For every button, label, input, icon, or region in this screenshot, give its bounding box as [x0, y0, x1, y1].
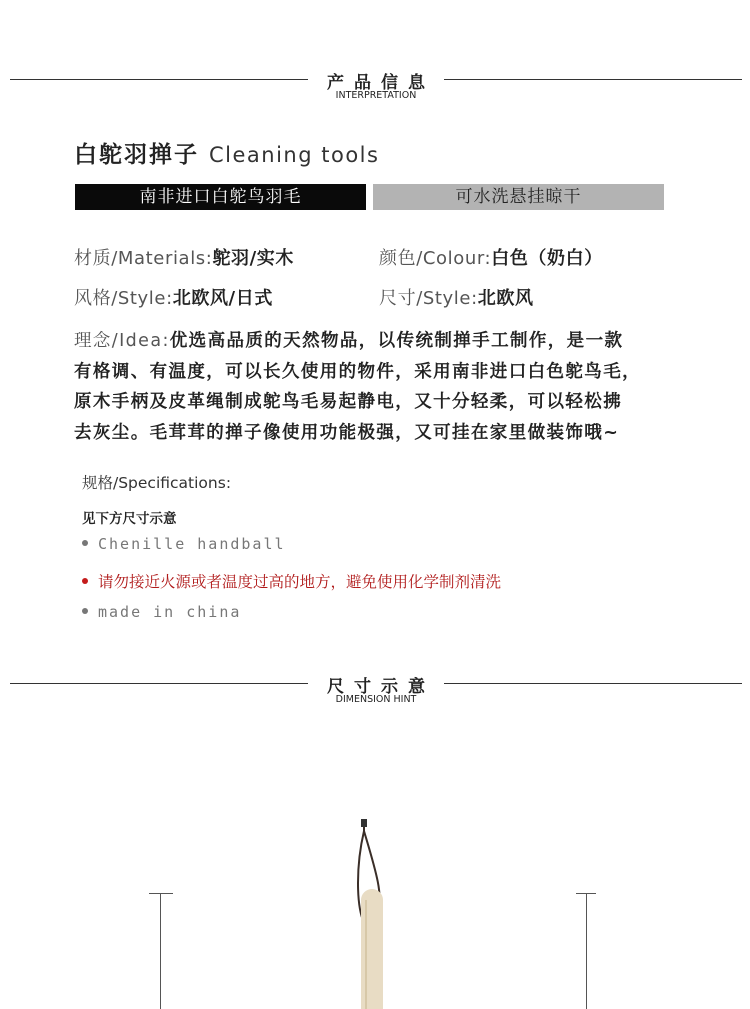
- header-divider-right: [444, 683, 742, 684]
- bullet-dot-icon: [82, 578, 88, 584]
- attr-value: 白色（奶白）: [491, 248, 603, 269]
- spec-bullet-item: [82, 603, 241, 621]
- section-header-product-info: [0, 70, 750, 110]
- idea-label: 理念/Idea:: [74, 331, 170, 351]
- idea-line: [74, 326, 694, 357]
- feature-banner-care: 可水洗悬挂晾干: [373, 184, 664, 210]
- product-name-cn: 白鸵羽掸子: [74, 142, 199, 168]
- bullet-text: Chenille handball: [98, 535, 286, 553]
- attr-label: 材质/Materials:: [74, 248, 213, 269]
- bullet-dot-icon: [82, 540, 88, 546]
- section-subtitle: DIMENSION HINT: [335, 694, 417, 705]
- product-name-en: Cleaning tools: [209, 143, 380, 167]
- attr-label: 颜色/Colour:: [379, 248, 492, 269]
- feature-banner-origin: 南非进口白鸵鸟羽毛: [75, 184, 366, 210]
- attr-label: 尺寸/Style:: [379, 288, 478, 309]
- header-divider-right: [444, 79, 742, 80]
- specifications-note: 见下方尺寸示意: [82, 511, 177, 527]
- header-divider-left: [10, 683, 308, 684]
- attr-label: 风格/Style:: [74, 288, 173, 309]
- spec-bullet-warning: [82, 570, 501, 592]
- dimension-line-left: [160, 893, 161, 1009]
- idea-line: 原木手柄及皮革绳制成鸵鸟毛易起静电，又十分轻柔，可以轻松拂: [74, 392, 623, 412]
- bullet-dot-icon: [82, 608, 88, 614]
- idea-paragraph: [74, 326, 694, 448]
- section-title: 产品信息: [327, 73, 435, 93]
- attr-materials: [74, 244, 294, 270]
- attr-value: 北欧风/日式: [172, 288, 273, 309]
- spec-bullet-item: [82, 535, 286, 553]
- idea-line: 去灰尘。毛茸茸的掸子像使用功能极强，又可挂在家里做装饰哦~: [74, 422, 620, 443]
- idea-text: 优选高品质的天然物品，以传统制掸手工制作，是一款: [169, 331, 624, 351]
- attr-value: 北欧风: [477, 288, 534, 309]
- attr-style: [74, 284, 273, 310]
- section-header-dimension: [0, 674, 750, 714]
- attr-value: 鸵羽/实木: [212, 248, 295, 269]
- dimension-tick-left-top: [149, 893, 173, 894]
- idea-line: 有格调、有温度，可以长久使用的物件，采用南非进口白色鸵鸟毛，: [74, 361, 641, 382]
- attr-colour: [379, 244, 603, 270]
- bullet-text: made in china: [98, 603, 242, 621]
- specifications-label: 规格/Specifications:: [82, 474, 232, 492]
- section-subtitle: INTERPRETATION: [335, 90, 417, 101]
- bullet-text: 请勿接近火源或者温度过高的地方，避免使用化学制剂清洗: [98, 573, 502, 591]
- section-title: 尺寸示意: [327, 677, 435, 697]
- dimension-line-right: [586, 893, 587, 1009]
- attr-size: [379, 284, 534, 310]
- duster-handle-grain: [365, 900, 367, 1009]
- header-divider-left: [10, 79, 308, 80]
- product-title: [74, 136, 379, 169]
